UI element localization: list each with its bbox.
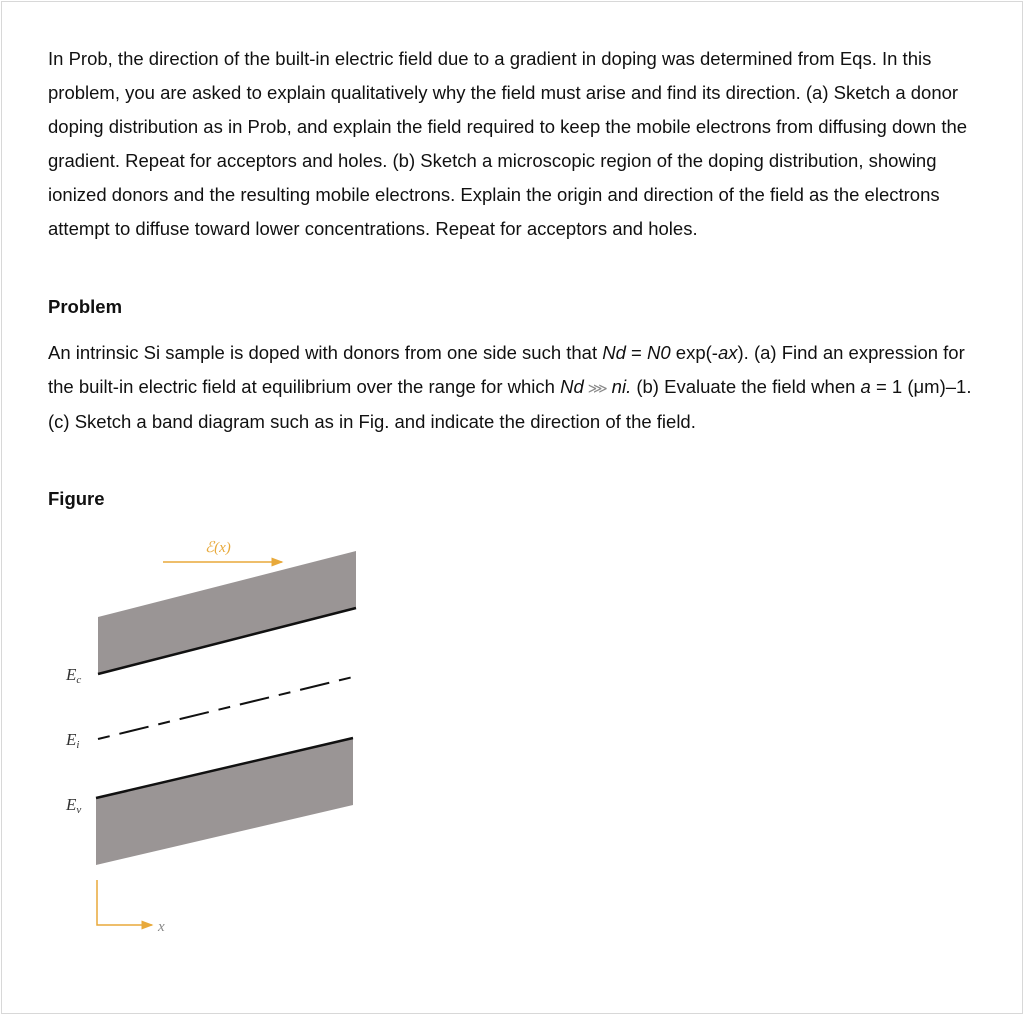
text: exp(- <box>670 342 718 363</box>
problem-heading: Problem <box>48 296 123 317</box>
field-label: ℰ(x) <box>205 540 231 556</box>
var-ni: ni. <box>611 376 632 397</box>
var-n0: N0 <box>647 342 671 363</box>
var-nd: Nd <box>560 376 584 397</box>
text: An intrinsic Si sample is doped with donors from one side such that <box>48 342 603 363</box>
ec-label: Ec <box>66 665 82 686</box>
x-axis-indicator <box>97 880 152 925</box>
x-label: x <box>158 919 165 935</box>
conduction-band <box>98 551 356 674</box>
text: ). (a) Find an expression for the built-in electric field at equilibrium over the range for which <box>48 342 965 397</box>
var-nd: Nd <box>602 342 626 363</box>
intro-paragraph: In Prob, the direction of the built-in electric field due to a gradient in doping was determined from Eqs. In this problem, you are asked to explain qualitatively why the field must arise and find its direction. (a) Sketch a donor doping distribution as in Prob, and explain the field required to keep the mobile electrons from diffusing down the gradient. Repeat for acceptors and holes. (b) Sketch a microscopic region of the doping distribution, showing ionized donors and the resulting mobile electrons. Explain the origin and direction of the field as the electrons attempt to diffuse toward lower concentrations. Repeat for acceptors and holes. <box>48 48 968 239</box>
text: = 1 (μm)–1. (c) Sketch a band diagram such as in Fig. and indicate the direction of the field. <box>48 376 972 432</box>
figure-heading: Figure <box>48 488 105 509</box>
var-ax: ax <box>717 342 738 363</box>
much-greater-symbol: ⋙ <box>587 380 608 396</box>
ei-line <box>98 677 353 739</box>
ev-label: Ev <box>66 795 82 816</box>
var-a: a <box>860 376 871 397</box>
text: = <box>625 342 648 363</box>
text: (b) Evaluate the field when <box>631 376 861 397</box>
ei-label: Ei <box>66 730 80 751</box>
valence-band <box>96 738 353 865</box>
